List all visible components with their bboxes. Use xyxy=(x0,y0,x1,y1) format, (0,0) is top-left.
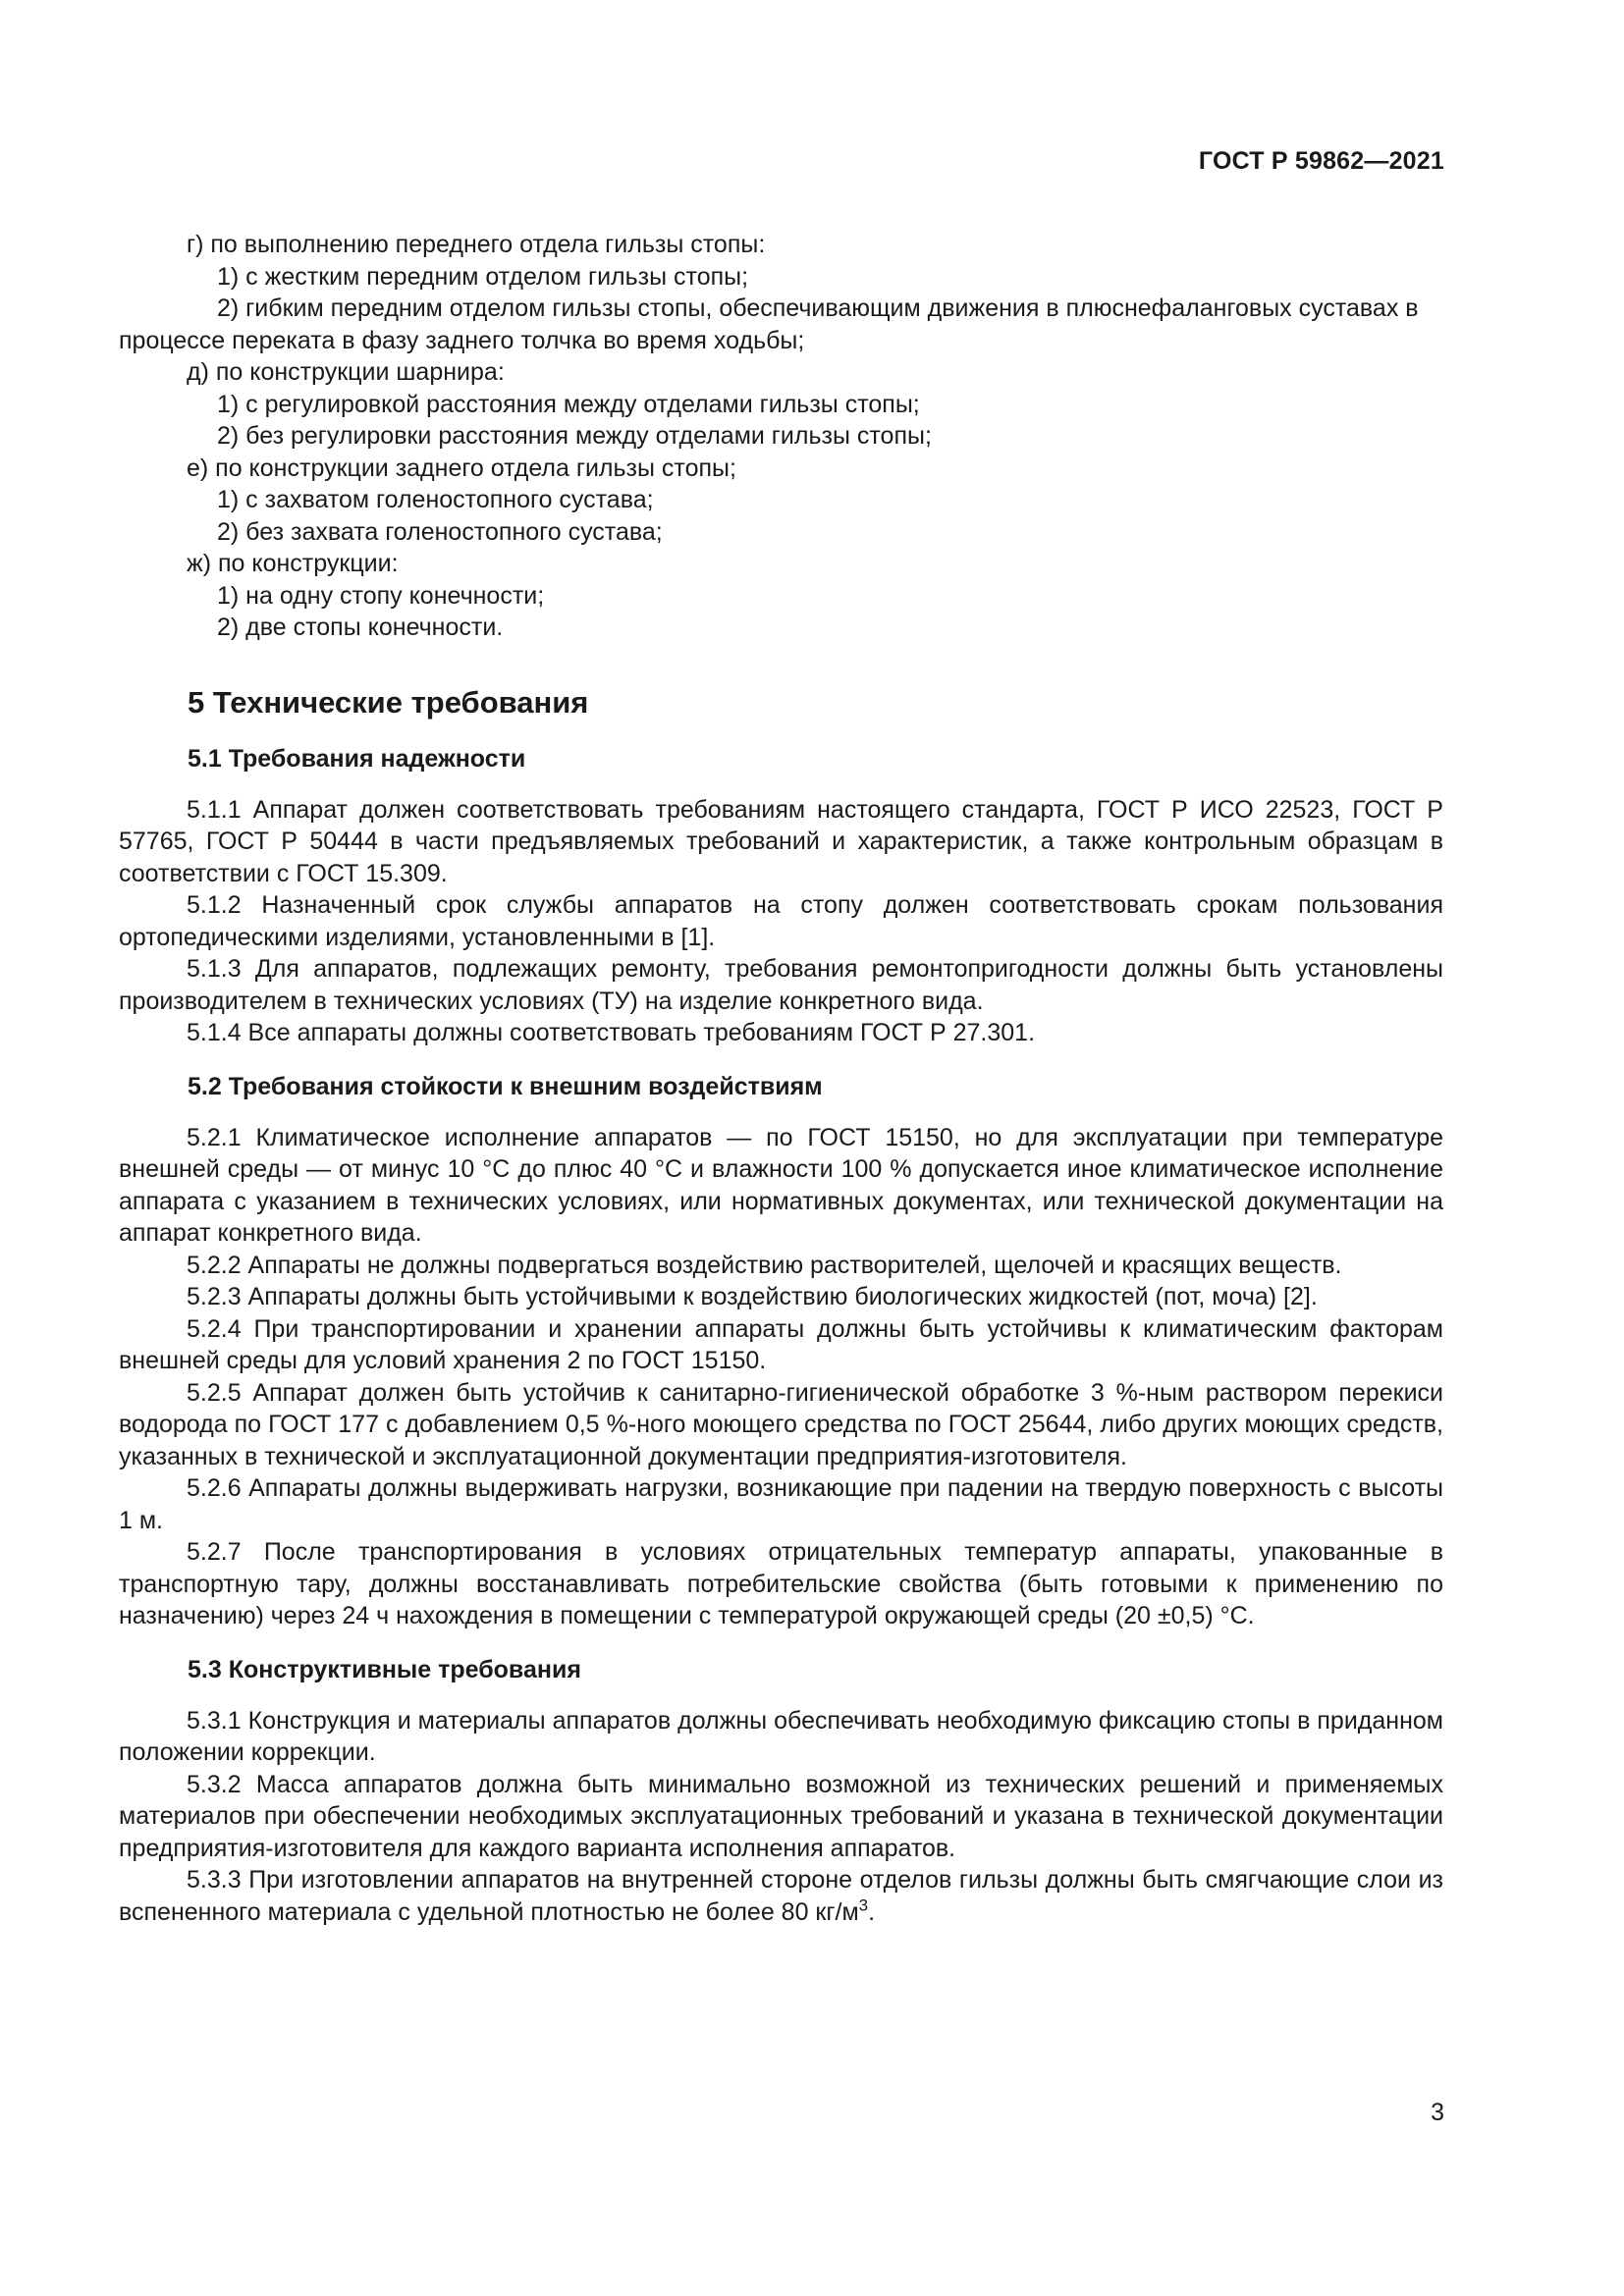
page-content xyxy=(119,229,1443,1928)
paragraph-5-2-6: 5.2.6 Аппараты должны выдерживать нагрузки, возникающие при падении на твердую поверхность с высоты 1 м. xyxy=(119,1474,1443,1534)
section-5-3-title: 5.3 Конструктивные требования xyxy=(188,1655,581,1683)
paragraph-5-2-4: 5.2.4 При транспортировании и хранении аппараты должны быть устойчивы к климатическим факторам внешней среды для условий хранения 2 по ГОСТ 15150. xyxy=(119,1314,1443,1374)
document-header-id: ГОСТ Р 59862—2021 xyxy=(1198,147,1444,175)
page-number: 3 xyxy=(1431,2099,1444,2126)
list-item-zh2: 2) две стопы конечности. xyxy=(217,614,504,641)
list-item-zh1: 1) на одну стопу конечности; xyxy=(217,581,545,610)
list-item-g: г) по выполнению переднего отдела гильзы стопы: xyxy=(187,231,766,258)
list-item-g2: 2) гибким передним отделом гильзы стопы, обеспечивающим движения в плюснефаланговых суставах в процессе переката в фазу заднего толчка во время ходьбы; xyxy=(119,294,1419,354)
paragraph-5-1-3: 5.1.3 Для аппаратов, подлежащих ремонту, требования ремонтопригодности должны быть установлены производителем в технических условиях (ТУ) на изделие конкретного вида. xyxy=(119,955,1443,1015)
paragraph-5-2-3: 5.2.3 Аппараты должны быть устойчивыми к воздействию биологических жидкостей (пот, моча) [2]. xyxy=(187,1283,1318,1310)
superscript-cubic: 3 xyxy=(858,1896,869,1915)
list-item-d: д) по конструкции шарнира: xyxy=(187,358,505,386)
paragraph-5-1-4: 5.1.4 Все аппараты должны соответствовать требованиям ГОСТ Р 27.301. xyxy=(187,1019,1036,1046)
paragraph-5-3-3-end: . xyxy=(868,1897,876,1926)
paragraph-5-3-2: 5.3.2 Масса аппаратов должна быть минимально возможной из технических решений и применяемых материалов при обеспечении необходимых эксплуатационных требований и указана в технической документации предприятия-изготовителя для каждого варианта исполнения аппаратов. xyxy=(119,1770,1443,1862)
section-5-title: 5 Технические требования xyxy=(188,684,589,720)
list-item-zh: ж) по конструкции: xyxy=(187,550,399,577)
paragraph-5-2-5: 5.2.5 Аппарат должен быть устойчив к санитарно-гигиенической обработке 3 %-ным раствором перекиси водорода по ГОСТ 177 с добавлением 0,5 %-ного моющего средства по ГОСТ 25644, либо других моющих средств, указанных в технической и эксплуатационной документации предприятия-изготовителя. xyxy=(119,1378,1443,1470)
list-item-e1: 1) с захватом голеностопного сустава; xyxy=(217,486,654,513)
paragraph-5-3-1: 5.3.1 Конструкция и материалы аппаратов должны обеспечивать необходимую фиксацию стопы в приданном положении коррекции. xyxy=(119,1706,1443,1766)
paragraph-5-3-3 xyxy=(119,1864,1443,1928)
paragraph-5-2-1: 5.2.1 Климатическое исполнение аппаратов — по ГОСТ 15150, но для эксплуатации при температуре внешней среды — от минус 10 °С до плюс 40 °С и влажности 100 % допускается иное климатическое исполнение аппарата с указанием в технических условиях, или нормативных документах, или технической документации на аппарат конкретного вида. xyxy=(119,1123,1443,1247)
list-item-d2: 2) без регулировки расстояния между отделами гильзы стопы; xyxy=(217,422,932,450)
list-item-g1: 1) с жестким передним отделом гильзы стопы; xyxy=(217,262,749,291)
paragraph-5-2-7: 5.2.7 После транспортирования в условиях отрицательных температур аппараты, упакованные в транспортную тару, должны восстанавливать потребительские свойства (быть готовыми к применению по назначению) через 24 ч нахождения в помещении с температурой окружающей среды (20 ±0,5) °С. xyxy=(119,1538,1443,1629)
paragraph-5-3-3-text: 5.3.3 При изготовлении аппаратов на внутренней стороне отделов гильзы должны быть смягчающие слои из вспененного материала с удельной плотностью не более 80 кг/м xyxy=(119,1866,1443,1926)
section-5-2-title: 5.2 Требования стойкости к внешним воздействиям xyxy=(188,1072,823,1100)
paragraph-5-1-2: 5.1.2 Назначенный срок службы аппаратов на стопу должен соответствовать срокам пользования ортопедическими изделиями, установленными в [1]. xyxy=(119,891,1443,951)
paragraph-5-2-2: 5.2.2 Аппараты не должны подвергаться воздействию растворителей, щелочей и красящих веществ. xyxy=(187,1251,1342,1279)
list-item-e: е) по конструкции заднего отдела гильзы стопы; xyxy=(187,454,736,482)
list-item-e2: 2) без захвата голеностопного сустава; xyxy=(217,517,663,546)
list-item-d1: 1) с регулировкой расстояния между отделами гильзы стопы; xyxy=(217,390,920,418)
paragraph-5-1-1: 5.1.1 Аппарат должен соответствовать требованиям настоящего стандарта, ГОСТ Р ИСО 22523, ГОСТ Р 57765, ГОСТ Р 50444 в части предъявляемых требований и характеристик, а также контрольным образцам в соответствии с ГОСТ 15.309. xyxy=(119,795,1443,887)
section-5-1-title: 5.1 Требования надежности xyxy=(188,744,526,773)
